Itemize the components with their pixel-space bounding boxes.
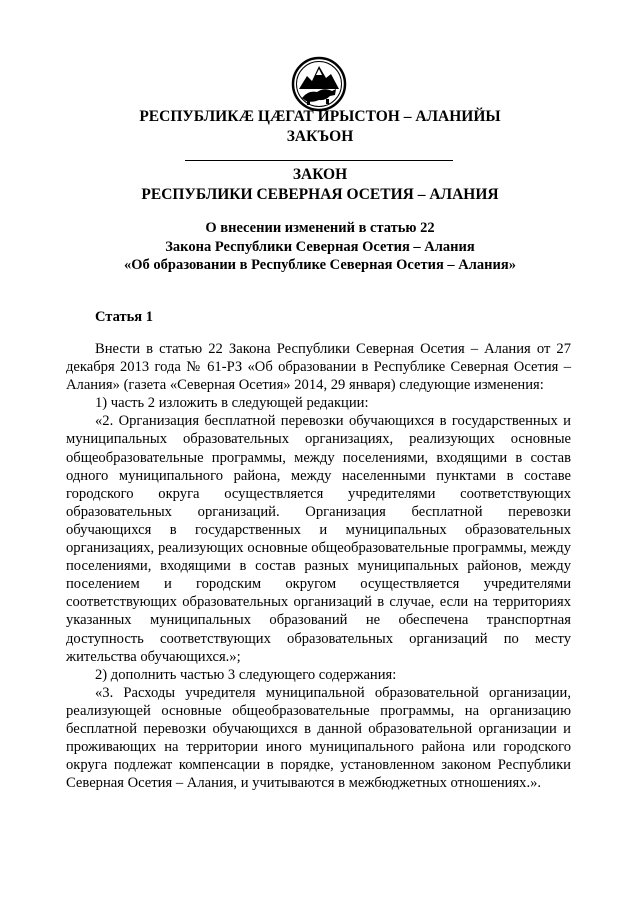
subtitle-line-3: «Об образовании в Республике Северная Осетия – Алания»: [124, 257, 516, 273]
body-paragraph: 1) часть 2 изложить в следующей редакции:: [95, 395, 369, 412]
article-body: [66, 340, 571, 792]
coat-of-arms-emblem: [290, 56, 348, 112]
article-title: Статья 1: [95, 309, 153, 325]
header-divider: [185, 160, 453, 161]
body-paragraph: «2. Организация бесплатной перевозки обучающихся в государственных и муниципальных образовательных организациях, реализующих основные общеобразовательные программы, между поселениями, входящими в состав одного муниципального района, между населенными пунктами в составе городского округа осуществляется учредителями соответствующих образовательных организаций. Организация бесплатной перевозки обучающихся в государственных и муниципальных образовательных организациях, реализующих основные общеобразовательные программы, между поселениями, входящими в состав разных муниципальных районов, между поселением и городским округом осуществляется учредителями соответствующих образовательных организаций в случае, если на территориях указанных муниципальных образований не обеспечена транспортная доступность соответствующих образовательных организаций по месту жительства обучающихся.»;: [66, 413, 571, 665]
ossetian-republic-name: РЕСПУБЛИКÆ ЦÆГАТ ИРЫСТОН – АЛАНИЙЫ: [139, 108, 501, 125]
ossetian-law-word: ЗАКЪОН: [286, 128, 354, 145]
body-paragraph: Внести в статью 22 Закона Республики Северная Осетия – Алания от 27 декабря 2013 года № 61-РЗ «Об образовании в Республике Северная Осетия – Алания» (газета «Северная Осетия» 2014, 29 января) следующие изменения:: [66, 341, 571, 394]
body-paragraph: 2) дополнить частью 3 следующего содержания:: [95, 666, 397, 683]
subtitle-line-2: Закона Республики Северная Осетия – Алания: [165, 238, 475, 255]
subtitle-line-1: О внесении изменений в статью 22: [205, 220, 435, 236]
russian-header: [0, 165, 640, 205]
russian-law-word: ЗАКОН: [292, 166, 348, 183]
russian-republic-name: РЕСПУБЛИКИ СЕВЕРНАЯ ОСЕТИЯ – АЛАНИЯ: [141, 186, 499, 203]
law-subtitle: [0, 219, 640, 275]
ossetian-header: [0, 107, 640, 147]
body-paragraph: «3. Расходы учредителя муниципальной образовательной организации, реализующей основные общеобразовательные программы, на организацию бесплатной перевозки обучающихся в данной образовательной организации и проживающих на территории иного муниципального района или городского округа подлежат компенсации в порядке, установленном законом Республики Северная Осетия – Алания, и учитываются в межбюджетных отношениях.».: [66, 684, 571, 792]
